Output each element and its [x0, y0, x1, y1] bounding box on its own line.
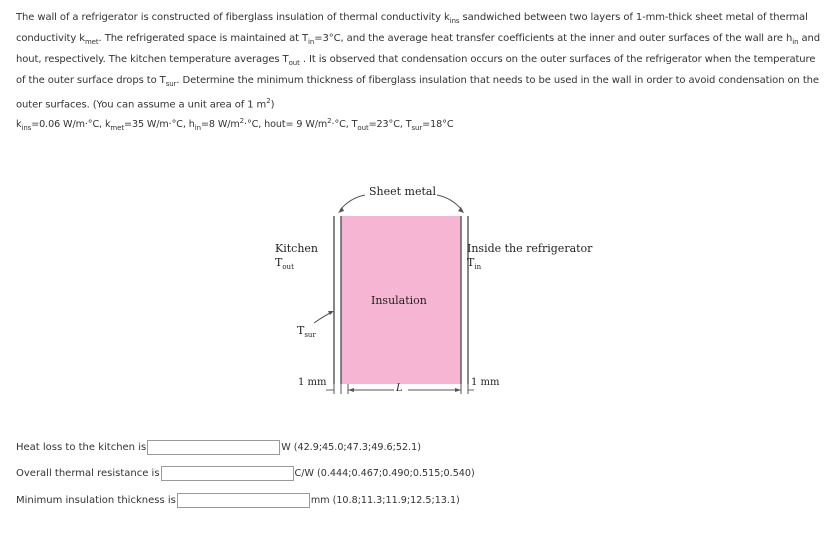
superscript: 2: [239, 117, 244, 125]
subscript: in: [308, 38, 315, 46]
inside-refrigerator-label: Inside the refrigerator: [467, 242, 593, 255]
problem-text: =3°C, and the average heat transfer coefficients at the inner and outer surfaces of the wall are h: [314, 33, 793, 44]
answer-unit: mm (10.8;11.3;11.9;12.5;13.1): [310, 495, 460, 506]
t-symbol: T: [297, 324, 305, 337]
subscript: sur: [165, 80, 177, 88]
sheet-metal-label: Sheet metal: [369, 185, 436, 198]
param-text: ·°C, hout= 9 W/m: [244, 119, 328, 131]
answer-row-thickness: [16, 493, 460, 508]
subscript: in: [194, 124, 201, 133]
param-text: =23°C, T: [368, 119, 412, 131]
answer-label: Minimum insulation thickness is: [16, 495, 176, 506]
t-symbol: T: [467, 256, 475, 269]
problem-text: sandwiched between two layers of 1-mm-thick sheet metal of thermal conductivity k: [16, 12, 808, 44]
insulation-thickness-input[interactable]: [177, 493, 310, 508]
insulation-label: Insulation: [371, 294, 427, 307]
subscript: in: [474, 263, 482, 272]
answer-unit: W (42.9;45.0;47.3;49.6;52.1): [281, 442, 421, 453]
param-text: ·°C, T: [331, 119, 358, 131]
wall-diagram: [262, 180, 592, 410]
subscript: sur: [304, 331, 316, 340]
subscript: out: [288, 59, 300, 67]
t-sur-label: [297, 324, 316, 339]
arrowhead: [348, 388, 354, 392]
sheet-metal-leader: [340, 195, 365, 210]
param-text: =18°C: [422, 119, 454, 131]
problem-statement: [16, 9, 822, 113]
answer-row-resistance: [16, 466, 475, 481]
mm-right-label: 1 mm: [471, 377, 500, 388]
subscript: ins: [449, 17, 460, 25]
tsur-leader: [314, 312, 332, 323]
superscript: 2: [266, 97, 271, 105]
mm-left-label: 1 mm: [298, 377, 327, 388]
superscript: 2: [327, 117, 332, 125]
param-text: =35 W/m·°C, h: [124, 119, 195, 131]
problem-text: ): [270, 99, 275, 111]
answer-label: Heat loss to the kitchen is: [16, 442, 147, 453]
param-text: k: [16, 119, 22, 131]
answer-unit: C/W (0.444;0.467;0.490;0.515;0.540): [294, 468, 475, 479]
answer-row-heat-loss: [16, 440, 421, 455]
thermal-resistance-input[interactable]: [161, 466, 294, 481]
subscript: in: [792, 38, 799, 46]
arrowhead: [455, 388, 461, 392]
length-label: L: [396, 383, 403, 394]
arrowhead: [328, 311, 334, 315]
arrowhead: [338, 207, 344, 213]
sheet-metal-leader: [437, 195, 462, 210]
subscript: met: [84, 38, 99, 46]
subscript: sur: [411, 124, 423, 133]
wall-diagram-drawing: [262, 180, 592, 410]
given-parameters: [16, 117, 453, 132]
t-out-label: [275, 256, 294, 271]
subscript: out: [282, 263, 294, 272]
subscript: ins: [21, 124, 32, 133]
problem-text: . The refrigerated space is maintained at T: [98, 33, 309, 44]
problem-text: . Determine the minimum thickness of fiberglass insulation that needs to be used in the wall in order to avoid condensation on the outer surfaces. (You can assume a unit area of 1 m: [16, 75, 819, 111]
problem-text: . It is observed that condensation occurs on the outer surfaces of the refrigerator when the temperature of the outer surface drops to T: [16, 54, 816, 86]
t-in-label: [467, 256, 481, 271]
param-text: =0.06 W/m·°C, k: [31, 119, 111, 131]
problem-text: and hout, respectively. The kitchen temperature averages T: [16, 33, 821, 65]
heat-loss-input[interactable]: [147, 440, 280, 455]
answer-label: Overall thermal resistance is: [16, 468, 160, 479]
param-text: =8 W/m: [200, 119, 240, 131]
subscript: met: [110, 124, 124, 133]
problem-text: The wall of a refrigerator is constructed of fiberglass insulation of thermal conductivity k: [16, 12, 450, 23]
kitchen-label: Kitchen: [275, 242, 318, 255]
subscript: out: [357, 124, 369, 133]
arrowhead: [458, 207, 464, 213]
t-symbol: T: [275, 256, 283, 269]
